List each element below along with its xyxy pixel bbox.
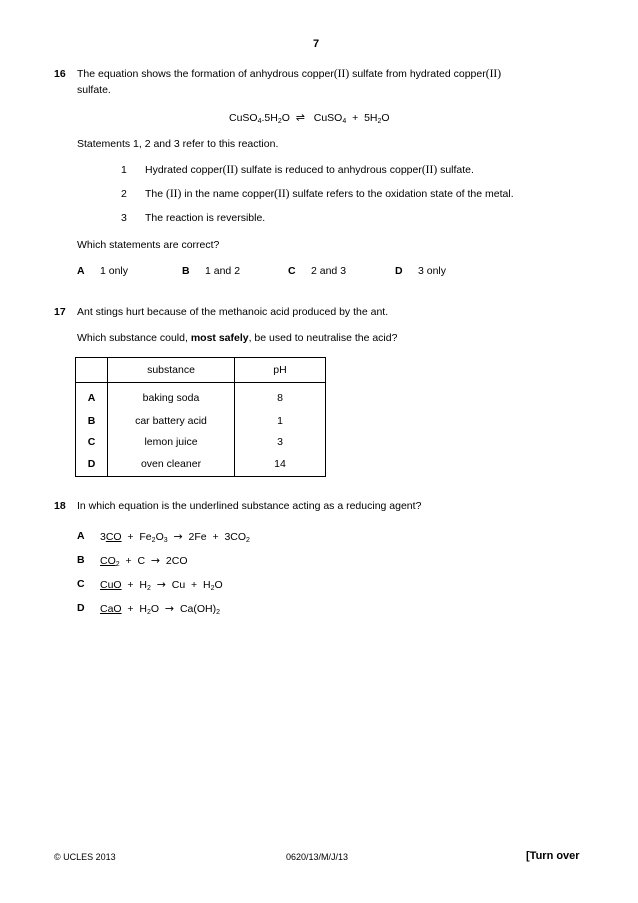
q16-question: Which statements are correct? (77, 239, 220, 251)
table-header-row (76, 358, 326, 383)
q17-stem: Ant stings hurt because of the methanoic acid produced by the ant. (77, 306, 389, 318)
footer-code: 0620/13/M/J/13 (286, 852, 349, 862)
q18-option-letter: D (77, 602, 85, 614)
q16-option-letter: B (182, 265, 190, 277)
footer-turn-over: [Turn over (526, 850, 580, 862)
table-row (76, 410, 326, 431)
q16-option-text: 1 only (100, 265, 129, 277)
table-cell-letter: D (76, 452, 108, 477)
table-cell-substance: car battery acid (108, 410, 235, 431)
q16-statement-text: Hydrated copper(II) sulfate is reduced to anhydrous copper(II) sulfate. (145, 164, 474, 176)
table-row (76, 452, 326, 477)
reaction-arrow-icon: → (156, 578, 166, 591)
q18-option-letter: A (77, 530, 85, 542)
ph-table (75, 357, 326, 477)
reaction-arrow-icon: → (164, 602, 175, 615)
q16-statement-text: The reaction is reversible. (145, 212, 266, 224)
q18-option-a-equation: $3CO + Fe_2O_3 \to 2Fe + 3CO_2$ (100, 530, 250, 544)
q16-option-letter: D (395, 265, 403, 277)
q16-option-text: 2 and 3 (311, 265, 347, 277)
q16-option-letter: C (288, 265, 296, 277)
q18-option-c-equation: CuO + $H_2 \to Cu + H_2O$ (100, 578, 223, 592)
q16-option-text: 1 and 2 (205, 265, 241, 277)
q16-option-text: 3 only (418, 265, 447, 277)
table-cell-letter: B (76, 410, 108, 431)
q16-statement-num: 3 (121, 212, 127, 224)
table-cell-ph: 3 (277, 435, 283, 448)
q16-option-letter: A (77, 265, 85, 277)
table-header-cell (76, 358, 108, 383)
q18-stem: In which equation is the underlined substance acting as a reducing agent? (77, 500, 422, 512)
q16-number: 16 (54, 68, 66, 80)
q16-stem: The equation shows the formation of anhydrous copper(II) sulfate from hydrated copper(II) (77, 68, 502, 80)
table-row (76, 431, 326, 452)
q18-option-b-equation: $CO_2 + C \to 2CO$ (100, 554, 188, 568)
q16-statement-num: 1 (121, 164, 127, 176)
q16-statement-num: 2 (121, 188, 127, 200)
q16-stem-line2: sulfate. (77, 84, 111, 96)
q18-number: 18 (54, 500, 66, 512)
table-cell-substance: lemon juice (108, 431, 235, 452)
table-row (76, 383, 326, 411)
q18-option-letter: B (77, 554, 85, 566)
q16-equation: $CuSO_4.5H_2O$ ⇌ CuSO$_4$ + $5H_2O$ (229, 111, 390, 125)
q18-option-letter: C (77, 578, 85, 590)
table-cell-substance: baking soda (108, 383, 235, 411)
table-cell-letter: A (76, 383, 108, 411)
q16-statement-text: The (II) in the name copper(II) sulfate refers to the oxidation state of the metal. (145, 188, 514, 200)
reaction-arrow-icon: → (150, 554, 161, 567)
table-cell-ph: 8 (277, 391, 283, 404)
table-header-cell: substance (108, 358, 235, 383)
q18-option-d-equation: CaO + $H_2O \to Ca(OH)_2$ (100, 602, 221, 616)
q17-question: Which substance could, most safely, be used to neutralise the acid? (77, 332, 398, 344)
equilibrium-arrow-icon: ⇌ (295, 111, 305, 124)
table-cell-letter: C (76, 431, 108, 452)
q16-intro: Statements 1, 2 and 3 refer to this reaction. (77, 138, 279, 150)
page-number: 7 (313, 38, 320, 50)
reaction-arrow-icon: → (173, 530, 183, 543)
q17-number: 17 (54, 306, 66, 318)
table-header-cell: pH (235, 358, 326, 383)
footer-copyright: © UCLES 2013 (54, 852, 116, 862)
table-cell-ph: 14 (274, 458, 286, 470)
table-cell-ph: 1 (277, 414, 283, 427)
table-cell-substance: oven cleaner (108, 452, 235, 477)
